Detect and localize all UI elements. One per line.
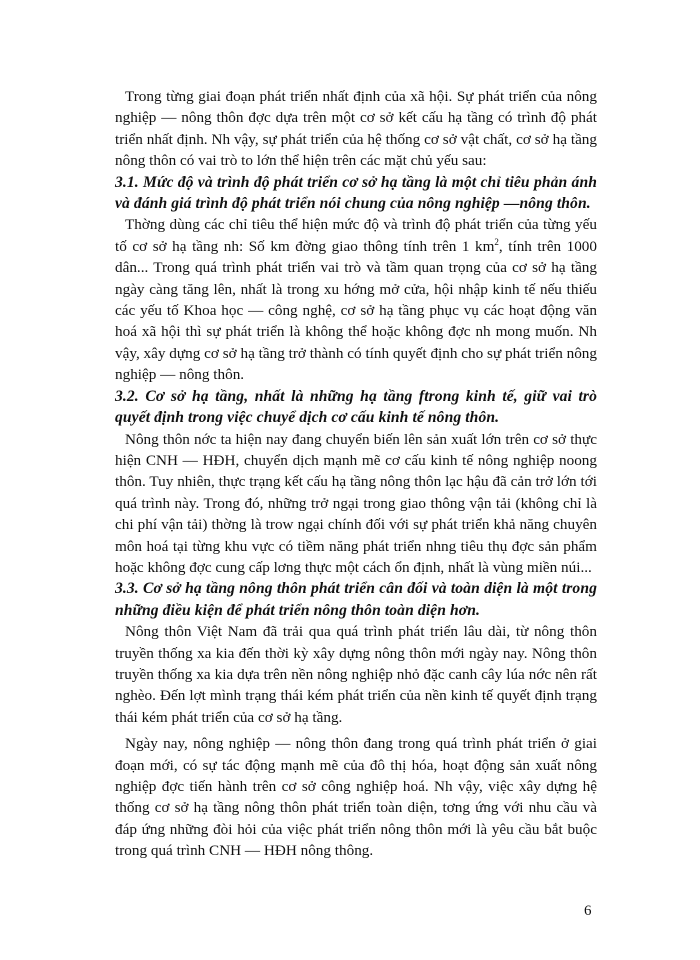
section-3-1-body-text-b: , tính trên 1000 dân... Trong quá trình phát triển vai trò và tầm quan trọng của cơ sở hạ tầng ngày càng tăng lên, nhất là trong xu hớng mở cửa, hội nhập kinh tế nếu thiếu các yếu tố Khoa học — công nghệ, cơ sở hạ tầng phục vụ các hoạt động văn hoá xã hội thì sự phát triển là không thể hoặc không đợc nh mong muốn. Nh vậy, xây dựng cơ sở hạ tầng trở thành có tính quyết định cho sự phát triển nông nghiệp — nông thôn. [115,237,597,384]
page-number: 6 [584,903,592,919]
superscript-2: 2 [494,236,499,247]
section-3-2-heading: 3.2. Cơ sở hạ tầng, nhất là những hạ tầng ftrong kinh tế, giữ vai trò quyết định trong việc chuyể dịch cơ cấu kinh tế nông thôn. [115,387,597,427]
section-3-3-heading: 3.3. Cơ sở hạ tầng nông thôn phát triển cân đối và toàn diện là một trong những điều kiện để phát triển nông thôn toàn diện hơn. [115,580,597,619]
document-body [115,86,597,862]
section-3-2-body: Nông thôn nớc ta hiện nay đang chuyển biến lên sản xuất lớn trên cơ sở thực hiện CNH — HĐH, chuyển dịch mạnh mẽ cơ cấu kinh tế nông nghiệp noong thôn. Tuy nhiên, thực trạng kết cấu hạ tầng nông thôn lạc hậu đã cản trở lớn tới quá trình này. Trong đó, những trở ngại trong giao thông vận tải (không chỉ là chi phí vận tải) thờng là trow ngại chính đối với sự phát triển khả năng chuyên môn hoá tại từng khu vực có tiềm năng phát triển nhng tiêu thụ đợc sản phẩm hoặc không đợc cung cấp lơng thực một cách ổn định, nhất là vùng miền núi... [115,430,597,576]
section-3-1-heading: 3.1. Mức độ và trình độ phát triển cơ sở hạ tầng là một chỉ tiêu phản ánh và đánh giá trình độ phát triển nói chung của nông nghiệp —nông thôn. [115,173,597,213]
section-3-3-body-2: Ngày nay, nông nghiệp — nông thôn đang trong quá trình phát triển ở giai đoạn mới, có sự tác động mạnh mẽ của đô thị hóa, hoạt động sản xuất nông nghiệp đợc tiến hành trên cơ sở công nghiệp hoá. Nh vậy, việc xây dựng hệ thống cơ sở hạ tầng nông thôn phát triển toàn diện, tơng ứng với nhu cầu và đáp ứng những đòi hỏi của việc phát triển nông thôn mới là yêu cầu bắt buộc trong quá trình CNH — HĐH nông thông. [115,735,597,860]
section-3-3-body-1: Nông thôn Việt Nam đã trải qua quá trình phát triển lâu dài, từ nông thôn truyền thống xa kia đến thời kỳ xây dựng nông thôn mới ngày nay. Nông thôn truyền thống xa kia dựa trên nền nông nghiệp nhỏ đặc canh cây lúa nớc nên rất nghèo. Đến lợt mình trạng thái kém phát triển của nền kinh tế quyết định trạng thái kém phát triển của cơ sở hạ tầng. [115,623,597,726]
section-3-1-body-text-a: Thờng dùng các chỉ tiêu thể hiện mức độ và trình độ phát triển của từng yếu tố cơ sở hạ tầng nh: Số km đờng giao thông tính trên 1 km [115,216,597,255]
intro-paragraph: Trong từng giai đoạn phát triển nhất định của xã hội. Sự phát triển của nông nghiệp — nông thôn đợc dựa trên một cơ sở kết cấu hạ tầng có trình độ phát triển nhất định. Nh vậy, sự phát triển của hệ thống cơ sở vật chất, cơ sở hạ tầng nông thôn có vai trò to lớn thể hiện trên các mặt chủ yếu sau: [115,88,597,170]
section-3-1-body [115,214,597,385]
